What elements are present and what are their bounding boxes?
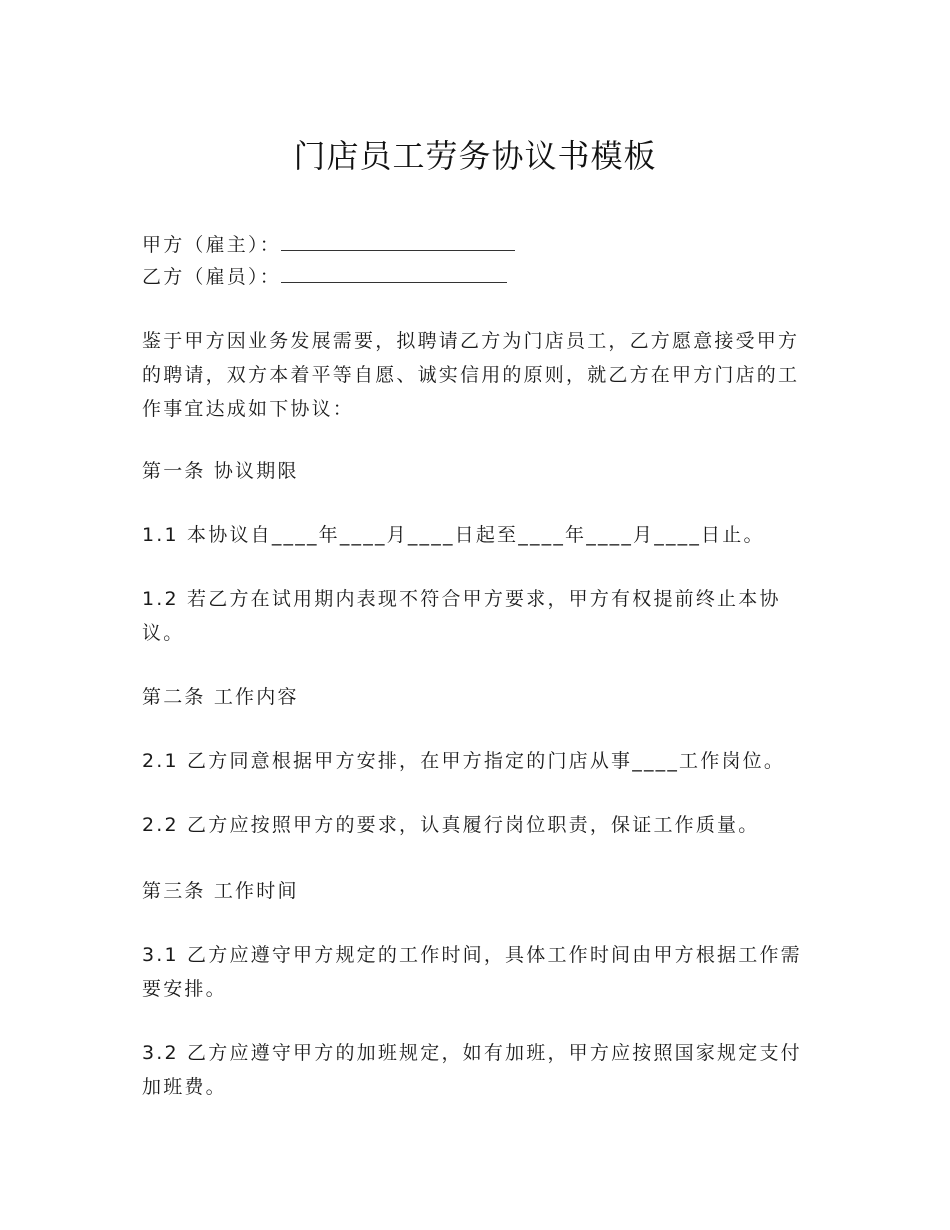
party-a-label: 甲方（雇主）： [142,234,281,256]
article-3-heading: 第三条 工作时间 [142,880,299,902]
clause-1-2: 1.2 若乙方在试用期内表现不符合甲方要求，甲方有权提前终止本协议。 [142,588,781,644]
clause-3-2: 3.2 乙方应遵守甲方的加班规定，如有加班，甲方应按照国家规定支付加班费。 [142,1042,802,1098]
party-b-row [142,260,802,294]
article-1-heading: 第一条 协议期限 [142,460,299,482]
document-title: 门店员工劳务协议书模板 [293,137,657,175]
clause-1-1: 1.1 本协议自____年____月____日起至____年____月____日止。 [142,524,765,546]
article-2-heading: 第二条 工作内容 [142,686,299,708]
clause-2-1: 2.1 乙方同意根据甲方安排，在甲方指定的门店从事____工作岗位。 [142,750,786,772]
clause-3-1: 3.1 乙方应遵守甲方规定的工作时间，具体工作时间由甲方根据工作需要安排。 [142,944,802,1000]
party-b-blank [281,262,507,283]
clause-2-2: 2.2 乙方应按照甲方的要求，认真履行岗位职责，保证工作质量。 [142,814,760,836]
party-a-row [142,228,802,262]
party-b-label: 乙方（雇员）： [142,266,281,288]
party-a-blank [281,230,515,251]
intro-paragraph: 鉴于甲方因业务发展需要，拟聘请乙方为门店员工，乙方愿意接受甲方的聘请，双方本着平等自愿、诚实信用的原则，就乙方在甲方门店的工作事宜达成如下协议： [142,330,800,420]
